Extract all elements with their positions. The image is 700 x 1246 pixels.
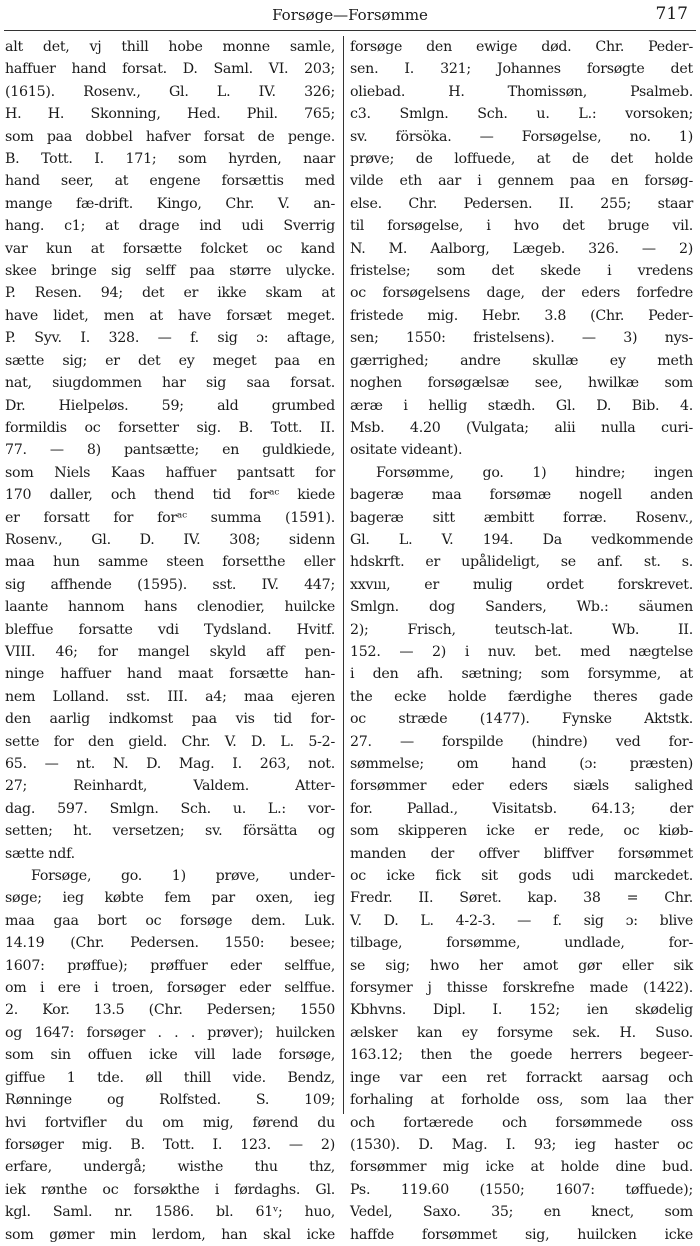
text-line: P. Resen. 94; det er ikke skam at	[5, 285, 335, 302]
text-line: oc stræde (1477). Fynske Aktstk.	[350, 711, 693, 728]
text-line: oc forsøgelsens dage, der eders forfedre	[350, 285, 693, 302]
text-line: have lidet, men at have forsæt meget.	[5, 307, 335, 324]
text-line: i den afh. sætning; som forsymme, at	[350, 666, 693, 683]
text-line: er forsatt for forᵃᶜ summa (1591).	[5, 509, 335, 526]
text-line: bageræ sitt æmbitt forræ. Rosenv.,	[350, 509, 693, 526]
text-line: (1615). Rosenv., Gl. L. IV. 326;	[5, 83, 335, 100]
text-line: hvi fortvifler du om mig, førend du	[5, 1114, 335, 1131]
text-line: xxvııı, er mulig ordet forskrevet.	[350, 576, 693, 593]
text-line: den aarlig indkomst paa vis tid for-	[5, 711, 335, 728]
text-line: gærrighed; andre skullæ ey meth	[350, 352, 693, 369]
text-line: søge; ieg købte fem par oxen, ieg	[5, 890, 335, 907]
text-line: 77. — 8) pantsætte; en guldkiede,	[5, 442, 335, 459]
text-line: som Niels Kaas haffuer pantsatt for	[5, 464, 335, 481]
text-line: se sig; hwo her amot gør eller sik	[350, 957, 693, 974]
text-line: ninge haffuer hand maat forsætte han-	[5, 666, 335, 683]
text-line: 2); Frisch, teutsch-lat. Wb. II.	[350, 621, 693, 638]
text-line: fristelse; som det skede i vredens	[350, 263, 693, 280]
text-line: the ecke holde færdighe theres gade	[350, 688, 693, 705]
text-line: 170 daller, och thend tid forᵃᶜ kiede	[5, 487, 335, 504]
text-line: Msb. 4.20 (Vulgata; alii nulla curi-	[350, 419, 693, 436]
text-line: sig affhende (1595). sst. IV. 447;	[5, 576, 335, 593]
text-line: 1607: prøffue); prøffuer eder selffue,	[5, 957, 335, 974]
text-line: N. M. Aalborg, Lægeb. 326. — 2)	[350, 240, 693, 257]
text-line: kgl. Saml. nr. 1586. bl. 61ᵛ; huo,	[5, 1204, 335, 1221]
text-line: och fortærede och forsømmede oss	[350, 1114, 693, 1131]
text-line: forsømmer mig icke at holde dine bud.	[350, 1159, 693, 1176]
text-line: 27. — forspilde (hindre) ved for-	[350, 733, 693, 750]
text-line: Rosenv., Gl. D. IV. 308; sidenn	[5, 531, 335, 548]
text-line: Kbhvns. Dipl. I. 152; ien skødelig	[350, 1002, 693, 1019]
text-line: haffde forsømmet sig, huilcken icke	[350, 1226, 693, 1243]
text-line: æræ i hellig stædh. Gl. D. Bib. 4.	[350, 397, 693, 414]
text-line: vilde eth aar i gennem paa en forsøg-	[350, 173, 693, 190]
text-line: som skipperen icke er rede, oc kiøb-	[350, 823, 693, 840]
page-number: 717	[655, 4, 688, 24]
running-title: Forsøge—Forsømme	[272, 6, 428, 24]
text-line: oliebad. H. Thomissøn, Psalmeb.	[350, 83, 693, 100]
left-column	[5, 36, 335, 1243]
text-line: haffuer hand forsat. D. Saml. VI. 203;	[5, 61, 335, 78]
text-line: nat, siugdommen har sig saa forsat.	[5, 375, 335, 392]
text-line: else. Chr. Pedersen. II. 255; staar	[350, 195, 693, 212]
text-line: Vedel, Saxo. 35; en knect, som	[350, 1204, 693, 1221]
text-line: maa hun samme steen forsetthe eller	[5, 554, 335, 571]
text-line: 163.12; then the goede herrers begeer-	[350, 1047, 693, 1064]
text-line: 152. — 2) i nuv. bet. med nægtelse	[350, 643, 693, 660]
text-line: fristede mig. Hebr. 3.8 (Chr. Peder-	[350, 307, 693, 324]
text-line: VIII. 46; for mangel skyld aff pen-	[5, 643, 335, 660]
text-line: Rønninge og Rolfsted. S. 109;	[5, 1092, 335, 1109]
text-line: sv. försöka. — Forsøgelse, no. 1)	[350, 128, 693, 145]
text-line: nem Lolland. sst. III. a4; maa ejeren	[5, 688, 335, 705]
text-line: forsøger mig. B. Tott. I. 123. — 2)	[5, 1136, 335, 1153]
text-line: giffue 1 tde. øll thill vide. Bendz,	[5, 1069, 335, 1086]
text-line: skee bringe sig selff paa større ulycke.	[5, 263, 335, 280]
text-line: sømmelse; om hand (ɔ: præsten)	[350, 756, 693, 772]
text-line: inge var een ret forrackt aarsag och	[350, 1069, 693, 1086]
text-line: noghen forsøgælsæ see, hwilkæ som	[350, 375, 693, 392]
text-line: som gømer min lerdom, han skal icke	[5, 1226, 335, 1243]
text-line: forsømmer eder eders siæls salighed	[350, 778, 693, 795]
text-line: setten; ht. versetzen; sv. försätta og	[5, 823, 335, 840]
text-line: oc icke fick sit gods udi marckedet.	[350, 868, 693, 885]
text-line: forsymer j thisse forskrefne made (1422).	[350, 980, 693, 997]
text-line: 2. Kor. 13.5 (Chr. Pedersen; 1550	[5, 1002, 335, 1019]
text-line: ælsker kan ey forsyme sek. H. Suso.	[350, 1024, 693, 1041]
text-line: dag. 597. Smlgn. Sch. u. L.: vor-	[5, 800, 335, 817]
text-line: sen; 1550: fristelsens). — 3) nys-	[350, 330, 693, 347]
text-line: til forsøgelse, i hvo det bruge vil.	[350, 218, 693, 235]
text-line: 27; Reinhardt, Valdem. Atter-	[5, 778, 335, 795]
text-line: var kun at forsætte folcket oc kand	[5, 240, 335, 257]
text-line: bleffue forsatte vdi Tydsland. Hvitf.	[5, 621, 335, 638]
text-line: Fredr. II. Søret. kap. 38 = Chr.	[350, 890, 693, 907]
text-line: sen. I. 321; Johannes forsøgte det	[350, 61, 693, 78]
text-line: forhaling at forholde oss, som laa ther	[350, 1092, 693, 1109]
column-divider	[343, 36, 344, 1114]
text-line: hand seer, at engene forsættis med	[5, 173, 335, 190]
text-line: manden der offver bliffver forsømmet	[350, 845, 693, 862]
text-line: 65. — nt. N. D. Mag. I. 263, not.	[5, 756, 335, 772]
text-line: H. H. Skonning, Hed. Phil. 765;	[5, 106, 335, 123]
text-line: tilbage, forsømme, undlade, for-	[350, 935, 693, 952]
text-line: formildis oc forsetter sig. B. Tott. II.	[5, 419, 335, 436]
text-line: hdskrft. er upålideligt, se anf. st. s.	[350, 554, 693, 571]
text-line: maa gaa bort oc forsøge dem. Luk.	[5, 912, 335, 929]
text-line: sætte ndf.	[5, 845, 75, 862]
right-column	[350, 36, 693, 1243]
text-line: som sin offuen icke vill lade forsøge,	[5, 1047, 335, 1064]
text-line: for. Pallad., Visitatsb. 64.13; der	[350, 800, 693, 817]
page-header	[0, 0, 700, 32]
text-line: 14.19 (Chr. Pedersen. 1550: besee;	[5, 935, 335, 952]
text-line: (1530). D. Mag. I. 93; ieg haster oc	[350, 1136, 693, 1153]
text-line: sætte sig; er det ey meget paa en	[5, 352, 335, 369]
text-line: bageræ maa forsømæ nogell anden	[350, 487, 693, 504]
text-line: c3. Smlgn. Sch. u. L.: vorsoken;	[350, 106, 693, 123]
text-line: Smlgn. dog Sanders, Wb.: säumen	[350, 599, 693, 616]
text-line: V. D. L. 4-2-3. — f. sig ɔ: blive	[350, 912, 693, 929]
text-line: hang. c1; at drage ind udi Sverrig	[5, 218, 335, 235]
text-line: alt det, vj thill hobe monne samle,	[5, 39, 335, 55]
text-line: Gl. L. V. 194. Da vedkommende	[350, 531, 693, 548]
text-line: og 1647: forsøger . . . prøver); huilcken	[5, 1024, 335, 1041]
text-line: P. Syv. I. 328. — f. sig ɔ: aftage,	[5, 330, 335, 347]
text-line: sette for den gield. Chr. V. D. L. 5-2-	[5, 733, 335, 750]
text-line: Forsømme, go. 1) hindre; ingen	[376, 464, 693, 481]
text-line: Forsøge, go. 1) prøve, under-	[31, 868, 335, 885]
header-rule	[4, 30, 696, 31]
text-line: erfare, undergå; wisthe thu thz,	[5, 1159, 335, 1176]
text-line: ositate videant).	[350, 442, 463, 459]
text-line: iek rønthe oc forsøkthe i førdaghs. Gl.	[5, 1181, 335, 1198]
text-line: B. Tott. I. 171; som hyrden, naar	[5, 151, 335, 168]
text-line: prøve; de loffuede, at de det holde	[350, 151, 693, 168]
text-line: Ps. 119.60 (1550; 1607: tøffuede);	[350, 1181, 693, 1198]
text-line: som paa dobbel hafver forsat de penge.	[5, 128, 335, 145]
text-line: laante hannom hans clenodier, huilcke	[5, 599, 335, 616]
text-line: om i ere i troen, forsøger eder selffue.	[5, 980, 335, 997]
text-line: forsøge den ewige død. Chr. Peder-	[350, 39, 693, 55]
text-line: Dr. Hielpeløs. 59; ald grumbed	[5, 397, 335, 414]
text-line: mange fæ-drift. Kingo, Chr. V. an-	[5, 195, 335, 212]
